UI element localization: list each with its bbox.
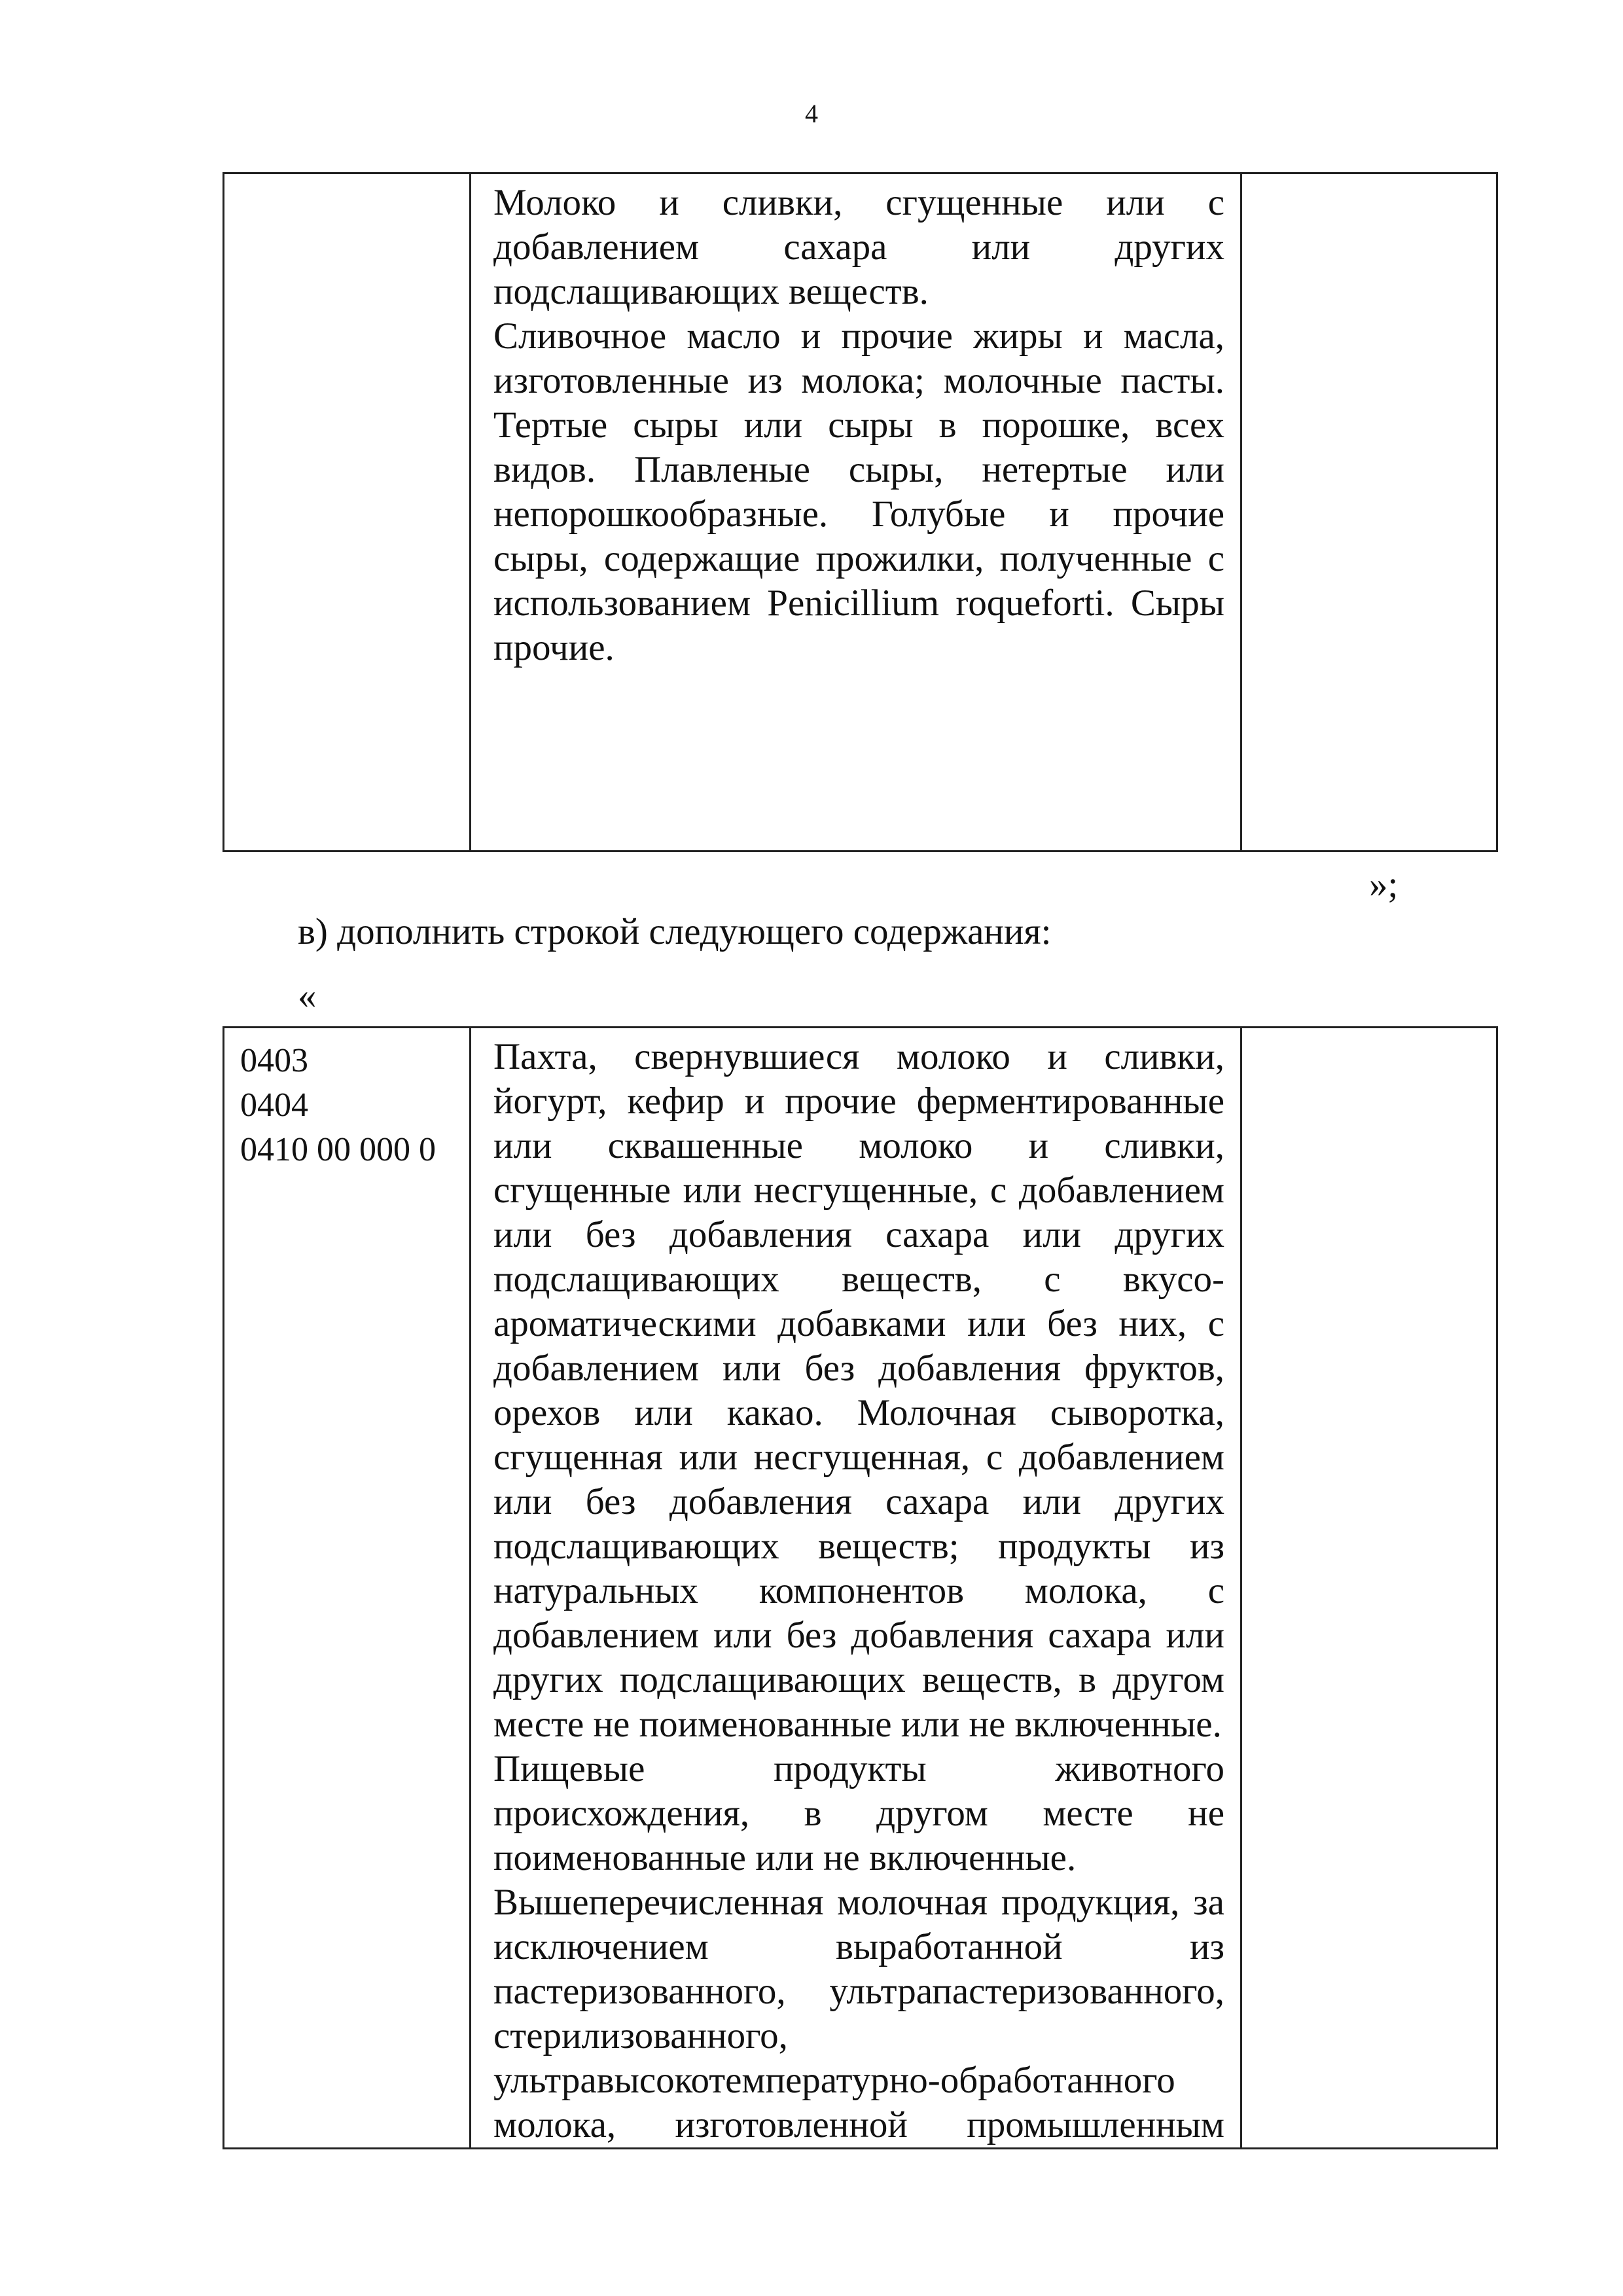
table-row <box>224 1028 1497 2149</box>
table-row <box>224 173 1497 852</box>
description-paragraph: Вышеперечисленная молочная продукция, за исключением выработанной из пастеризованного, ультрапастеризованного, стерилизованного, ультравысокотемпературно-обработанного молока, изготовленной промышленным <box>493 1882 1224 2145</box>
opening-quote: « <box>298 975 317 1016</box>
description-paragraph: Сливочное масло и прочие жиры и масла, изготовленные из молока; молочные пасты. Тертые сыры или сыры в порошке, всех видов. Плавленые сыры, нетертые или непорошкообразные. Голубые и прочие сыры, содержащие прожилки, полученные с использованием Penicillium roqueforti. Сыры прочие. <box>493 315 1224 668</box>
continued-table <box>223 172 1498 852</box>
amendment-instruction: в) дополнить строкой следующего содержания: <box>298 911 1052 952</box>
description-cell <box>471 173 1241 852</box>
tn-ved-code: 0404 <box>240 1086 308 1124</box>
description-cell <box>471 1028 1241 2149</box>
tn-ved-code: 0410 00 000 0 <box>240 1131 436 1168</box>
extra-cell <box>1241 173 1497 852</box>
description-paragraph: Пищевые продукты животного происхождения, в другом месте не поименованные или не включенные. <box>493 1748 1224 1878</box>
code-cell <box>224 173 471 852</box>
description-paragraph: Пахта, свернувшиеся молоко и сливки, йогурт, кефир и прочие ферментированные или сквашенные молоко и сливки, сгущенные или несгущенные, с добавлением или без добавления сахара или других подслащивающих веществ, с вкусо-ароматическими добавками или без них, с добавлением или без добавления фруктов, орехов или какао. Молочная сыворотка, сгущенная или несгущенная, с добавлением или без добавления сахара или других подслащивающих веществ; продукты из натуральных компонентов молока, с добавлением или без добавления сахара или других подслащивающих веществ, в другом месте не поименованные или не включенные. <box>493 1036 1224 1745</box>
closing-quote: »; <box>1369 864 1399 905</box>
code-cell <box>224 1028 471 2149</box>
added-row-table <box>223 1026 1498 2149</box>
description-paragraph: Молоко и сливки, сгущенные или с добавлением сахара или других подслащивающих веществ. <box>493 182 1224 312</box>
tn-ved-code: 0403 <box>240 1042 308 1079</box>
page-number: 4 <box>805 99 818 128</box>
extra-cell <box>1241 1028 1497 2149</box>
